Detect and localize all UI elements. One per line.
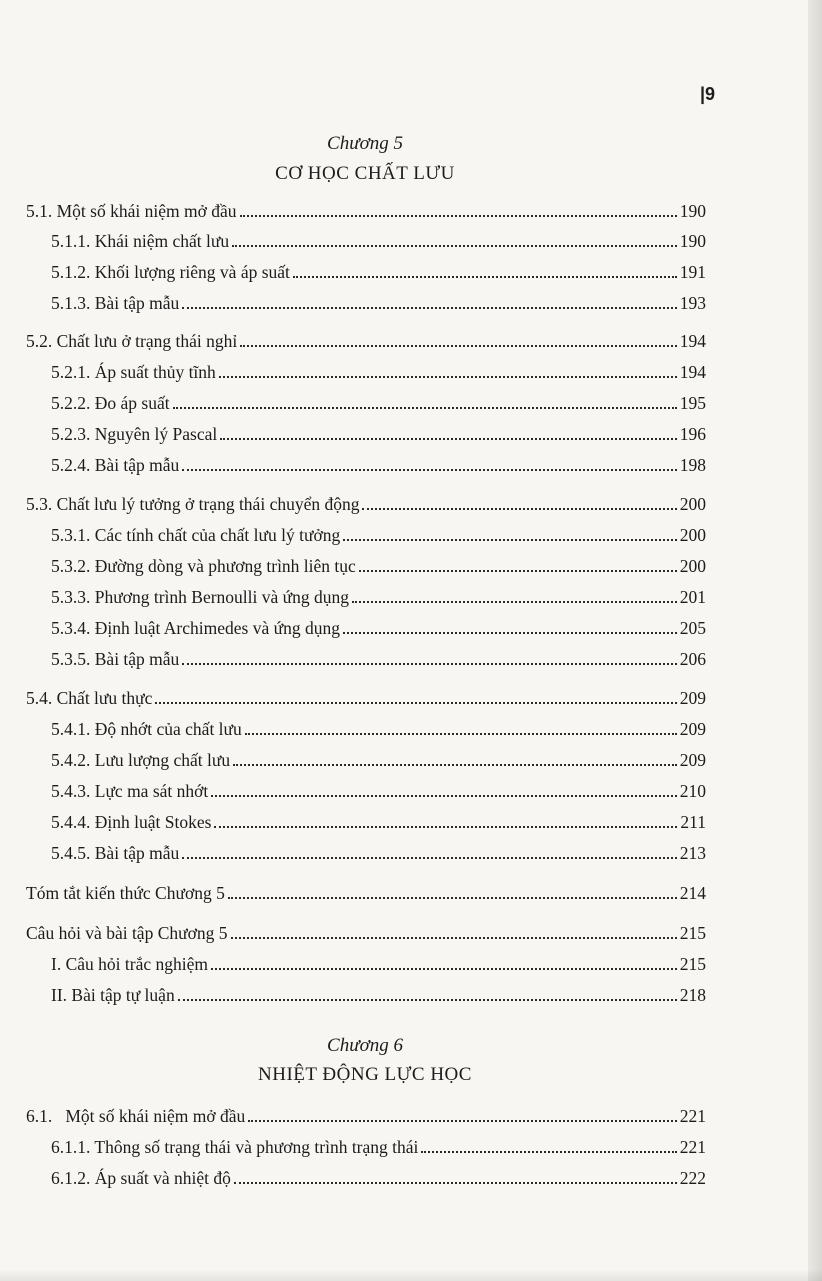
toc-entry-5-4-1[interactable]: 5.4.1. Độ nhớt của chất lưu 209 [51,719,706,739]
toc-entry-5-3-5[interactable]: 5.3.5. Bài tập mẫu 206 [51,649,706,669]
toc-entry-6-1[interactable]: 6.1. Một số khái niệm mở đầu 221 [26,1106,706,1126]
toc-entry-essay-5[interactable]: II. Bài tập tự luận 218 [51,985,706,1005]
toc-entry-5-2-3[interactable]: 5.2.3. Nguyên lý Pascal 196 [51,424,706,444]
page-number: |9 [700,84,716,104]
page-bottom-shadow [0,1269,822,1281]
toc-entry-5-3-2[interactable]: 5.3.2. Đường dòng và phương trình liên tục 200 [51,556,706,576]
toc-entry-5-1-1[interactable]: 5.1.1. Khái niệm chất lưu 190 [51,231,706,251]
chapter-6-label: Chương 6 [327,1035,403,1056]
toc-entry-exercises-5[interactable]: Câu hỏi và bài tập Chương 5 215 [26,923,706,943]
toc-entry-5-2[interactable]: 5.2. Chất lưu ở trạng thái nghỉ 194 [26,331,706,351]
page-edge [808,0,822,1281]
toc-entry-5-4-4[interactable]: 5.4.4. Định luật Stokes 211 [51,812,706,832]
toc-entry-summary-5[interactable]: Tóm tắt kiến thức Chương 5 214 [26,883,706,903]
toc-entry-5-3-1[interactable]: 5.3.1. Các tính chất của chất lưu lý tưởng 200 [51,525,706,545]
toc-entry-5-1-2[interactable]: 5.1.2. Khối lượng riêng và áp suất 191 [51,262,706,282]
toc-entry-5-3[interactable]: 5.3. Chất lưu lý tưởng ở trạng thái chuyển động 200 [26,494,706,514]
toc-entry-6-1-1[interactable]: 6.1.1. Thông số trạng thái và phương trình trạng thái 221 [51,1137,706,1157]
chapter-5-title: CƠ HỌC CHẤT LƯU [275,163,455,184]
toc-entry-5-1-3[interactable]: 5.1.3. Bài tập mẫu 193 [51,293,706,313]
toc-entry-multiple-choice-5[interactable]: I. Câu hỏi trắc nghiệm 215 [51,954,706,974]
toc-entry-5-3-3[interactable]: 5.3.3. Phương trình Bernoulli và ứng dụng 201 [51,587,706,607]
toc-entry-5-4-3[interactable]: 5.4.3. Lực ma sát nhớt 210 [51,781,706,801]
toc-entry-5-4[interactable]: 5.4. Chất lưu thực 209 [26,688,706,708]
toc-entry-6-1-2[interactable]: 6.1.2. Áp suất và nhiệt độ 222 [51,1168,706,1188]
chapter-5-label: Chương 5 [327,133,403,154]
toc-entry-5-2-4[interactable]: 5.2.4. Bài tập mẫu 198 [51,455,706,475]
toc-entry-5-4-5[interactable]: 5.4.5. Bài tập mẫu 213 [51,843,706,863]
toc-entry-5-2-1[interactable]: 5.2.1. Áp suất thủy tĩnh 194 [51,362,706,382]
toc-entry-5-1[interactable]: 5.1. Một số khái niệm mở đầu 190 [26,201,706,221]
toc-entry-5-4-2[interactable]: 5.4.2. Lưu lượng chất lưu 209 [51,750,706,770]
toc-entry-5-2-2[interactable]: 5.2.2. Đo áp suất 195 [51,393,706,413]
chapter-6-title: NHIỆT ĐỘNG LỰC HỌC [258,1064,472,1085]
toc-entry-5-3-4[interactable]: 5.3.4. Định luật Archimedes và ứng dụng 205 [51,618,706,638]
